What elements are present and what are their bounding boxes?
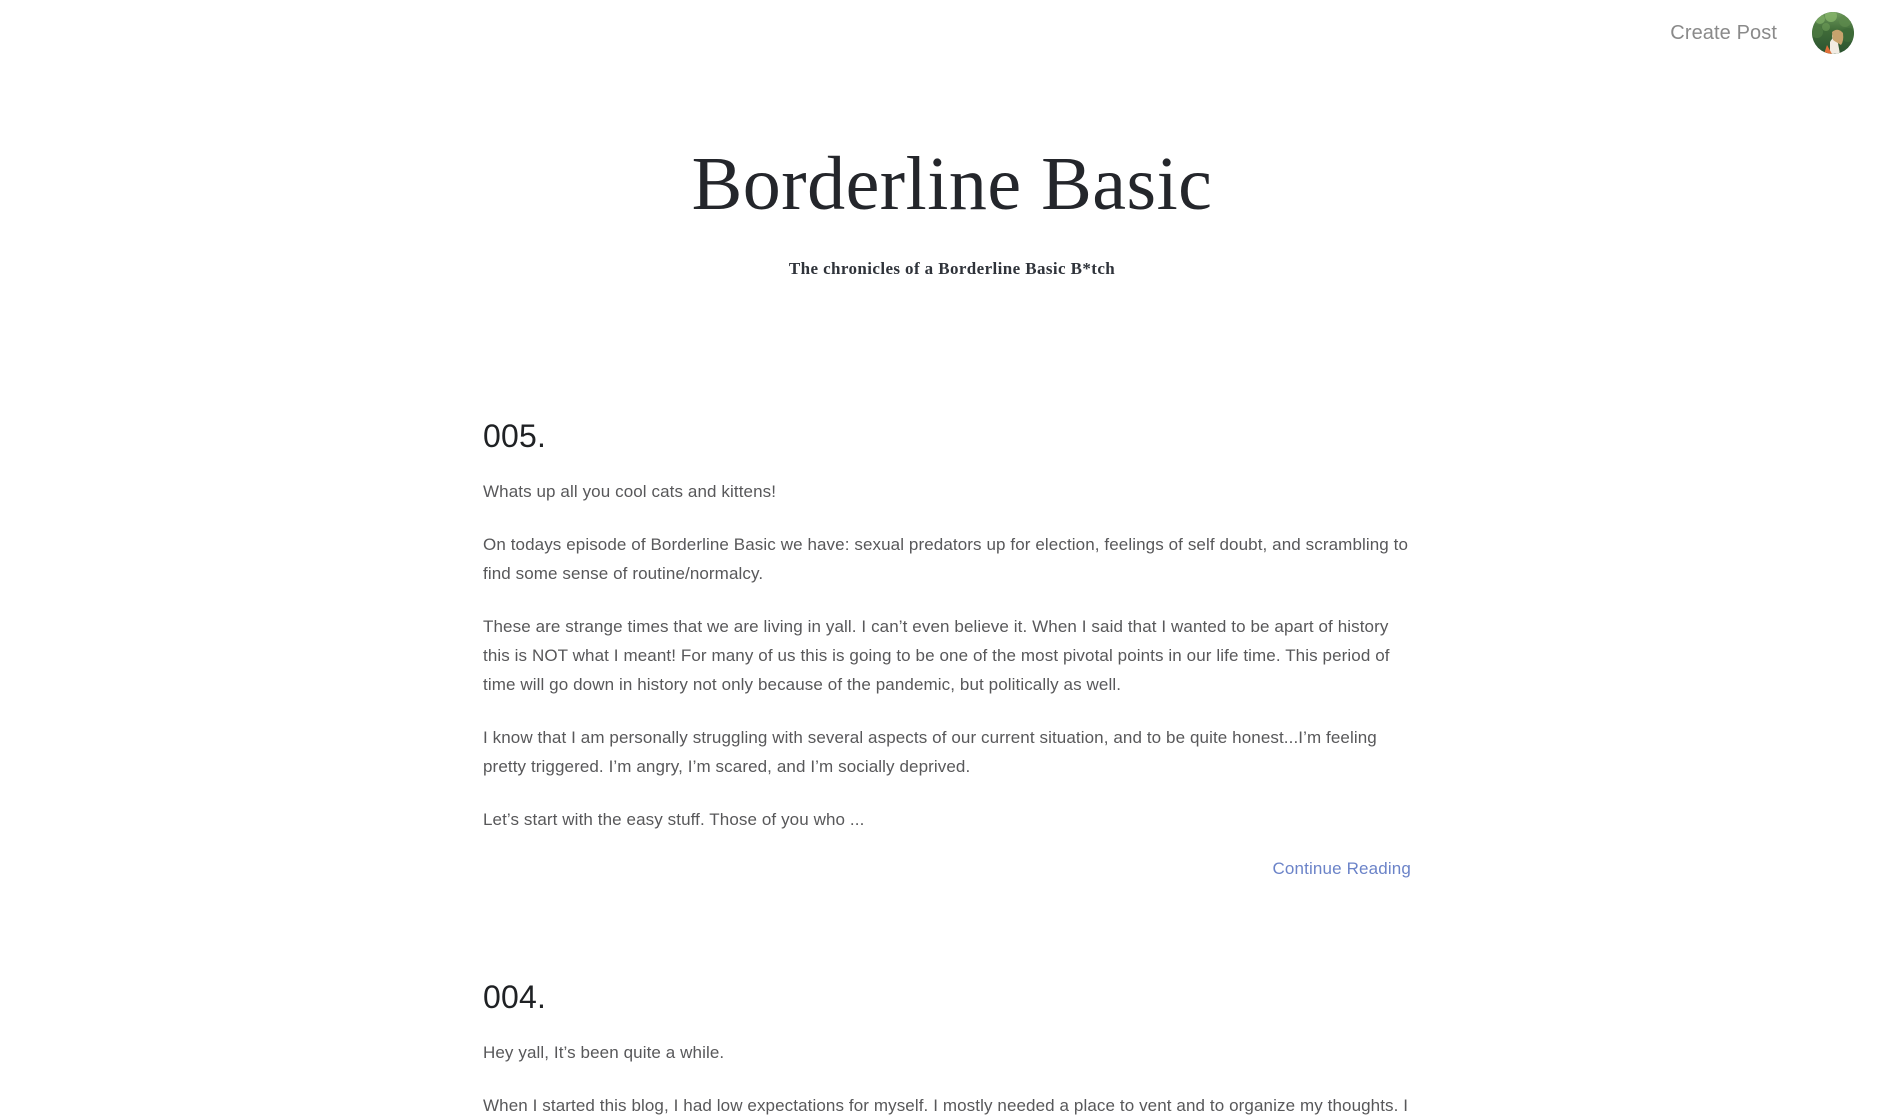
create-post-button[interactable]: Create Post xyxy=(1670,21,1777,44)
post-paragraph: When I started this blog, I had low expectations for myself. I mostly needed a place to vent and to organize my thoughts. I xyxy=(483,1095,1409,1115)
post-title: 005. xyxy=(483,418,547,454)
post-title: 004. xyxy=(483,978,547,1015)
post-footer xyxy=(483,859,1411,879)
post-paragraph: Let’s start with the easy stuff. Those of you who ... xyxy=(483,809,865,829)
site-masthead xyxy=(0,0,1904,277)
continue-reading-link[interactable]: Continue Reading xyxy=(1272,858,1411,878)
post-item xyxy=(483,979,1411,1120)
post-paragraph: Whats up all you cool cats and kittens! xyxy=(483,481,777,501)
post-paragraph: These are strange times that we are living in yall. I can’t even believe it. When I said that I wanted to be apart of history this is NOT what I meant! For many of us this is going to be one of the most pivotal points in our life time. This period of time will go down in history not only because of the pandemic, but politically as well. xyxy=(483,616,1390,694)
post-item xyxy=(483,418,1411,879)
post-feed xyxy=(483,418,1411,1120)
site-subtitle: The chronicles of a Borderline Basic B*tch xyxy=(788,259,1116,278)
post-paragraph: I know that I am personally struggling with several aspects of our current situation, and to be quite honest...I’m feeling pretty triggered. I’m angry, I’m scared, and I’m socially deprived. xyxy=(483,727,1377,776)
post-paragraph: On todays episode of Borderline Basic we have: sexual predators up for election, feelings of self doubt, and scrambling to find some sense of routine/normalcy. xyxy=(483,534,1409,583)
post-paragraph: Hey yall, It’s been quite a while. xyxy=(483,1042,725,1062)
page-title: Borderline Basic xyxy=(691,142,1213,226)
